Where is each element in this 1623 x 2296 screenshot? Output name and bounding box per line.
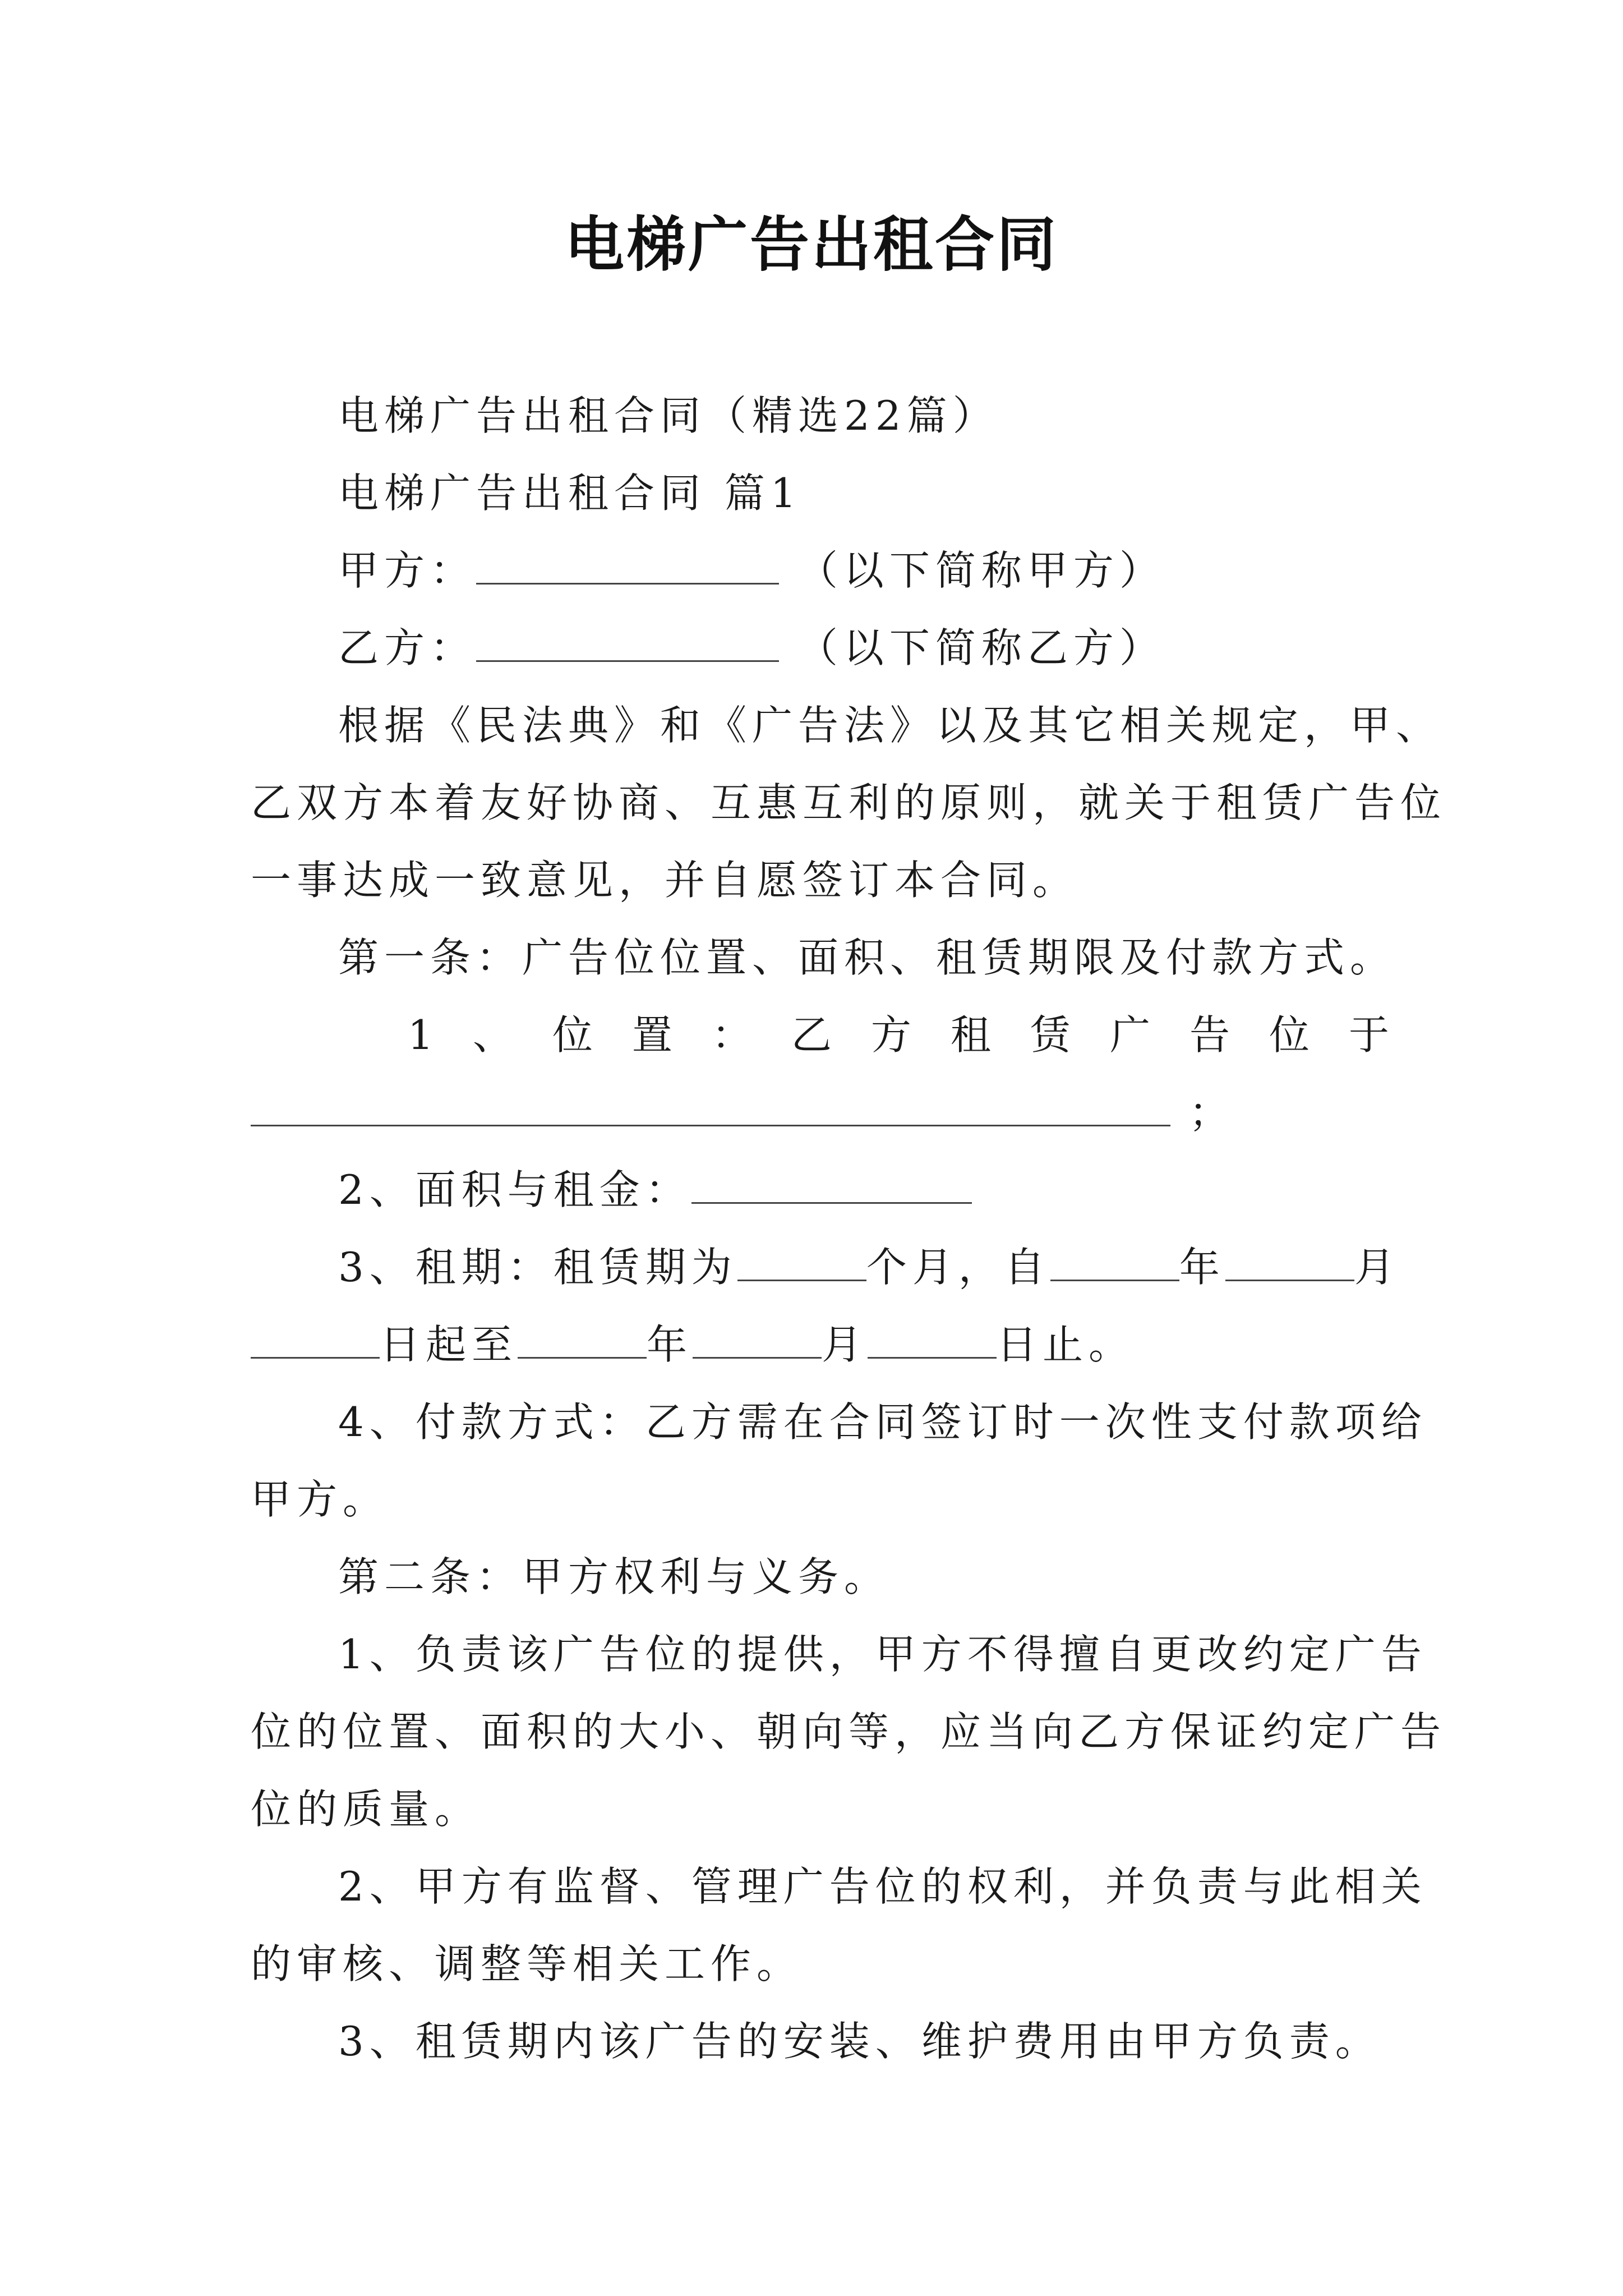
item-3-text: 3、租期：租赁期为 xyxy=(338,1244,737,1291)
party-b-line xyxy=(251,609,1389,687)
article-1-item-3-line-1 xyxy=(251,1228,1400,1306)
char: 位 xyxy=(1269,1011,1310,1059)
party-a-line xyxy=(251,532,1389,609)
item-3-text: 日止。 xyxy=(997,1321,1135,1368)
char: 乙 xyxy=(791,1011,832,1059)
article-2-item-1-line-2: 位的位置、面积的大小、朝向等，应当向乙方保证约定广告 xyxy=(251,1708,1447,1755)
article-1-item-3-line-2 xyxy=(251,1306,1389,1383)
intro-line-1: 根据《民法典》和《广告法》以及其它相关规定，甲、 xyxy=(338,702,1442,749)
end-month-blank xyxy=(693,1323,822,1359)
article-1-item-1-spread xyxy=(251,996,1389,1074)
char: 位 xyxy=(552,1011,593,1059)
item-3-text: 月 xyxy=(1354,1244,1400,1291)
party-a-suffix: （以下简称甲方） xyxy=(797,547,1165,594)
item-2-label: 2、面积与租金： xyxy=(338,1166,691,1213)
document-title: 电梯广告出租合同 xyxy=(565,210,1058,279)
char: 于 xyxy=(1348,1011,1389,1059)
char: 、 xyxy=(472,1011,513,1059)
end-year-blank xyxy=(518,1323,647,1359)
char: 置 xyxy=(631,1011,672,1059)
article-1-item-4-line-1: 4、付款方式：乙方需在合同签订时一次性支付款项给 xyxy=(338,1398,1427,1446)
intro-line-3: 一事达成一致意见，并自愿签订本合同。 xyxy=(251,857,1079,904)
char: 告 xyxy=(1189,1011,1230,1059)
months-blank xyxy=(737,1246,866,1281)
item-3-text: 个月，自 xyxy=(866,1244,1050,1291)
end-day-blank xyxy=(868,1323,997,1359)
char: 广 xyxy=(1109,1011,1150,1059)
start-month-blank xyxy=(1225,1246,1354,1281)
intro-line-2: 乙双方本着友好协商、互惠互利的原则，就关于租赁广告位 xyxy=(251,779,1447,826)
party-a-blank xyxy=(476,549,779,585)
article-2-item-2-line-1: 2、甲方有监督、管理广告位的权利，并负责与此相关 xyxy=(338,1863,1427,1910)
section-heading: 电梯广告出租合同 篇1 xyxy=(338,470,802,517)
article-2-item-2-line-2: 的审核、调整等相关工作。 xyxy=(251,1940,803,1987)
article-1-item-4-line-2: 甲方。 xyxy=(251,1476,389,1523)
start-day-blank xyxy=(251,1323,380,1359)
char: 租 xyxy=(950,1011,991,1059)
area-rent-blank xyxy=(691,1168,972,1204)
article-2-item-1-line-1: 1、负责该广告位的提供，甲方不得擅自更改约定广告 xyxy=(338,1631,1427,1678)
article-2-title: 第二条：甲方权利与义务。 xyxy=(338,1553,891,1600)
article-2-item-3: 3、租赁期内该广告的安装、维护费用由甲方负责。 xyxy=(338,2018,1381,2065)
item-3-text: 年 xyxy=(1179,1244,1225,1291)
char: 方 xyxy=(870,1011,911,1059)
party-a-label: 甲方： xyxy=(338,547,477,594)
start-year-blank xyxy=(1050,1246,1179,1281)
party-b-blank xyxy=(476,627,779,662)
party-b-suffix: （以下简称乙方） xyxy=(797,624,1165,671)
item-3-text: 日起至 xyxy=(380,1321,518,1368)
article-2-item-1-line-3: 位的质量。 xyxy=(251,1786,481,1833)
char: 赁 xyxy=(1030,1011,1071,1059)
article-1-item-1-line-1 xyxy=(251,996,1389,1074)
char: ： xyxy=(711,1011,752,1059)
item-3-text: 年 xyxy=(647,1321,693,1368)
item-3-text: 月 xyxy=(822,1321,868,1368)
article-1-item-2 xyxy=(251,1151,1389,1228)
article-1-item-1-line-2 xyxy=(251,1074,1389,1151)
article-1-title: 第一条：广告位位置、面积、租赁期限及付款方式。 xyxy=(338,934,1396,981)
char: 1 xyxy=(408,1011,434,1059)
item-1-end: ； xyxy=(1188,1089,1235,1136)
subtitle: 电梯广告出租合同（精选22篇） xyxy=(338,392,999,439)
location-blank xyxy=(251,1091,1170,1126)
party-b-label: 乙方： xyxy=(338,624,477,671)
